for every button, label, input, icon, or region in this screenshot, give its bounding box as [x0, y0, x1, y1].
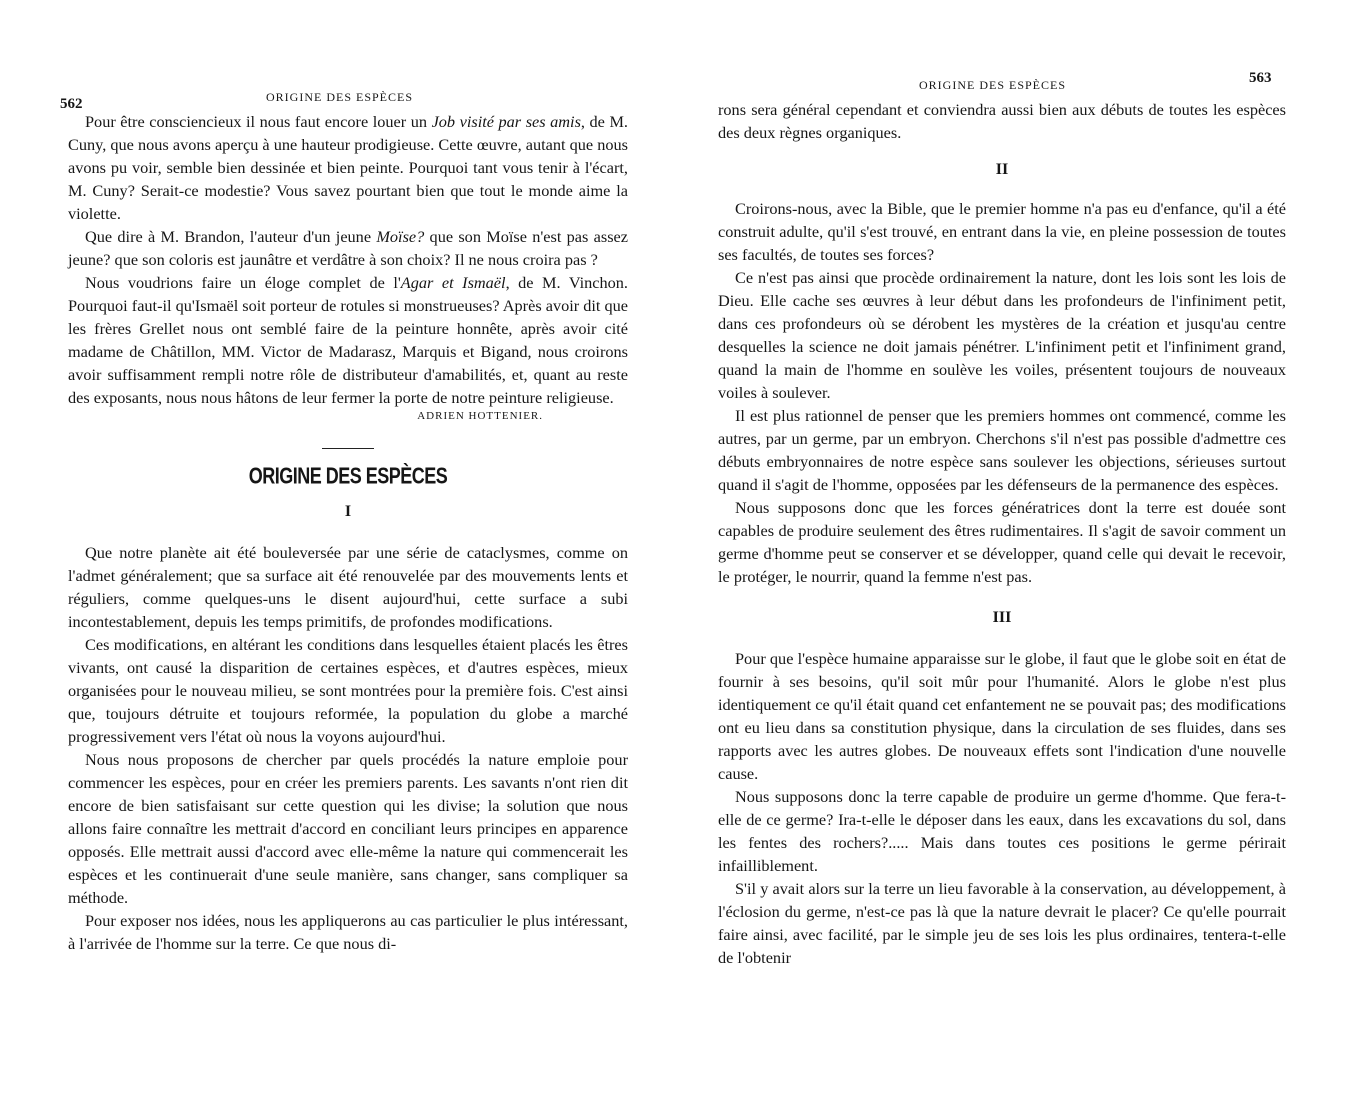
paragraph: Il est plus rationnel de penser que les premiers hommes ont commencé, comme les autres, par un germe, par un embryon. Cherchons s'il n'est pas possible d'admettre ces débuts embryonnaires de notre espèce sans soulever les objections, sérieuses surtout quand il s'agit de l'homme, opposées par les défenseurs de la permanence des espèces. [718, 406, 1286, 494]
text-run: Nous voudrions faire un éloge complet de l' [85, 273, 401, 292]
paragraph: Nous supposons donc la terre capable de produire un germe d'homme. Que fera-t-elle de ce germe? Ira-t-elle le déposer dans les eaux, dans les excavations du sol, dans les fentes des rochers?..... Mais dans toutes ces positions le germe périrait infailliblement. [718, 787, 1286, 875]
paragraph: Que notre planète ait été bouleversée par une série de cataclysmes, comme on l'admet généralement; que sa surface ait été renouvelée par des mouvements lents et réguliers, comme quelques-uns le disent aujourd'hui, cette surface a subi incontestablement, depuis les temps primitifs, de profondes modifications. [68, 543, 628, 631]
right-running-head: ORIGINE DES ESPÈCES [919, 78, 1067, 92]
paragraph: S'il y avait alors sur la terre un lieu favorable à la conservation, au développement, à l'éclosion du germe, n'est-ce pas là que la nature devrait le placer? Ce qu'elle pourrait faire ainsi, avec facilité, par le simple jeu de ses lois les plus ordinaires, tentera-t-elle de l'obtenir [718, 879, 1286, 967]
text-run: Que dire à M. Brandon, l'auteur d'un jeune [85, 227, 377, 246]
left-page [0, 0, 676, 1108]
paragraph: Nous nous proposons de chercher par quels procédés la nature emploie pour commencer les espèces, pour en créer les premiers parents. Les savants n'ont rien dit encore de bien satisfaisant sur cette question qui les divise; la solution que nous allons faire connaître les mettrait d'accord en conciliant leurs principes en apparence opposés. Elle mettrait aussi d'accord avec elle-même la nature qui commencerait les espèces et les continuerait d'une seule manière, sans changer, sans compliquer sa méthode. [68, 750, 628, 907]
right-page-number: 563 [1249, 70, 1272, 86]
left-page-number: 562 [60, 96, 83, 112]
paragraph [68, 225, 628, 271]
paragraph [68, 271, 628, 409]
text-run: , de M. Cuny, que nous avons aperçu à une hauteur prodigieuse. Cette œuvre, autant que nous avons pu voir, semble bien dessinée et bien peinte. Pourquoi tant vous tenir à l'écart, M. Cuny? Serait-ce modestie? Vous savez pourtant bien que tout le monde aime la violette. [68, 112, 628, 223]
paragraph: Ce n'est pas ainsi que procède ordinairement la nature, dont les lois sont les lois de Dieu. Elle cache ses œuvres à leur début dans les profondeurs de l'infiniment petit, dans ces profondeurs où se dérobent les mystères de la création et jusqu'au centre desquelles la science ne doit jamais pénétrer. L'infiniment petit et l'infiniment grand, quand la main de l'homme en soulève les voiles, présentent toujours de nouveaux voiles à soulever. [718, 268, 1286, 402]
section-divider [322, 448, 374, 449]
section-number: III [992, 609, 1012, 626]
paragraph: Croirons-nous, avec la Bible, que le premier homme n'a pas eu d'enfance, qu'il a été construit adulte, qu'il s'est trouvé, en entrant dans la vie, en pleine possession de toutes ses facultés, de toutes ses forces? [718, 199, 1286, 264]
paragraph: rons sera général cependant et conviendra aussi bien aux débuts de toutes les espèces des deux règnes organiques. [718, 100, 1286, 142]
left-text-block [68, 110, 628, 955]
text-run: Pour être consciencieux il nous faut encore louer un [85, 112, 432, 131]
artwork-title: Moïse? [376, 227, 425, 246]
paragraph: Ces modifications, en altérant les conditions dans lesquelles étaient placés les êtres vivants, ont causé la disparition de certaines espèces, et d'autres espèces, mieux organisées pour le nouveau milieu, se sont montrées pour la première fois. C'est ainsi que, toujours détruite et toujours reformée, la population du globe a marché progressivement vers l'état où nous la voyons aujourd'hui. [68, 635, 628, 746]
artwork-title: Job visité par ses amis [431, 112, 581, 131]
right-text-block [718, 98, 1286, 969]
text-run: , de M. Vinchon. Pourquoi faut-il qu'Ismaël soit porteur de rotules si monstrueuses? Après avoir dit que les frères Grellet nous ont semblé faire de la peinture honnête, après avoir cité madame de Châtillon, MM. Victor de Madarasz, Marquis et Bigand, nous croirons avoir suffisamment rempli notre rôle de distributeur d'amabilités, et, quant au reste des exposants, nous nous hâtons de leur fermer la porte de notre peinture religieuse. [68, 273, 629, 407]
article-title: ORIGINE DES ESPÈCES [248, 462, 448, 489]
text-run: que son Moïse n'est pas assez jeune? que son coloris est jaunâtre et verdâtre à son choix? Il ne nous croira pas ? [68, 227, 628, 269]
author-signature: ADRIEN HOTTENIER. [417, 410, 543, 422]
right-page [676, 0, 1353, 1108]
section-number: I [344, 503, 352, 520]
paragraph: Nous supposons donc que les forces génératrices dont la terre est douée sont capables de produire seulement des êtres rudimentaires. Il s'agit de savoir comment un germe d'homme peut se conserver et se développer, quand celle qui devait le recevoir, le protéger, le nourrir, quand la femme n'est pas. [718, 498, 1286, 586]
left-running-head: ORIGINE DES ESPÈCES [266, 90, 414, 104]
section-number: II [995, 161, 1009, 178]
paragraph: Pour que l'espèce humaine apparaisse sur le globe, il faut que le globe soit en état de fournir à ses besoins, qu'il soit mûr pour l'humanité. Alors le globe n'est plus identiquement ce qu'il était quand cet enfantement ne se pouvait pas; des modifications ont eu lieu dans sa constitution physique, dans la circulation de ses fluides, dans ses rapports avec les autres globes. De nouveaux effets sont l'indication d'une nouvelle cause. [718, 649, 1286, 783]
paragraph: Pour exposer nos idées, nous les appliquerons au cas particulier le plus intéressant, à l'arrivée de l'homme sur la terre. Ce que nous di- [68, 911, 628, 953]
artwork-title: Agar et Ismaël [400, 273, 506, 292]
paragraph [68, 110, 628, 225]
